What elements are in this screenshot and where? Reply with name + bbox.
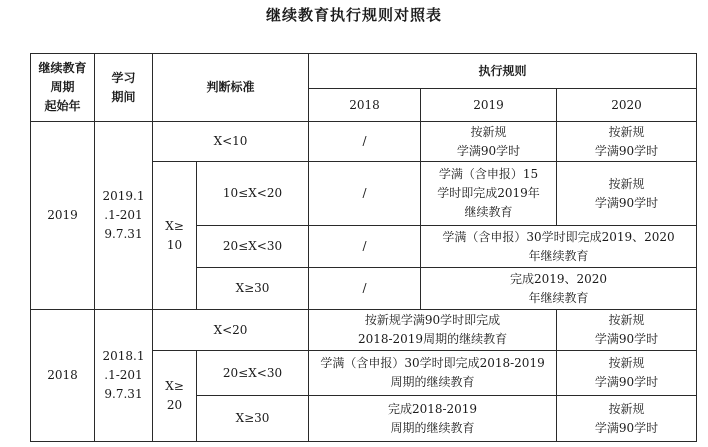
rule-2020-cell: 按新规 学满90学时 — [557, 396, 697, 442]
header-criteria: 判断标准 — [153, 54, 309, 122]
rule-2018-cell: / — [309, 226, 421, 268]
criteria-group-cell: X≥ 10 — [153, 162, 197, 310]
cycle-year-cell: 2018 — [31, 310, 95, 442]
criteria-cell: X<20 — [153, 310, 309, 351]
rule-2018-cell: / — [309, 122, 421, 162]
criteria-range-cell: 10≤X<20 — [197, 162, 309, 226]
header-period: 学习 期间 — [95, 54, 153, 122]
rule-2018-cell: / — [309, 268, 421, 310]
period-cell: 2018.1 .1-201 9.7.31 — [95, 310, 153, 442]
rule-2019-cell: 学满（含申报）15 学时即完成2019年 继续教育 — [421, 162, 557, 226]
rule-2020-cell: 按新规 学满90学时 — [557, 122, 697, 162]
period-cell: 2019.1 .1-201 9.7.31 — [95, 122, 153, 310]
header-cycle-start: 继续教育 周期 起始年 — [31, 54, 95, 122]
rule-2018-2019-cell: 按新规学满90学时即完成 2018-2019周期的继续教育 — [309, 310, 557, 351]
header-rules: 执行规则 — [309, 54, 697, 89]
rule-2020-cell: 按新规 学满90学时 — [557, 162, 697, 226]
criteria-cell: X<10 — [153, 122, 309, 162]
table-row — [31, 310, 697, 351]
header-year-2019: 2019 — [421, 89, 557, 122]
rules-table — [30, 53, 697, 442]
rule-2020-cell: 按新规 学满90学时 — [557, 310, 697, 351]
criteria-range-cell: X≥30 — [197, 268, 309, 310]
criteria-group-cell: X≥ 20 — [153, 351, 197, 442]
header-row — [31, 54, 697, 89]
header-year-2018: 2018 — [309, 89, 421, 122]
criteria-range-cell: X≥30 — [197, 396, 309, 442]
header-year-2020: 2020 — [557, 89, 697, 122]
rule-2019-2020-cell: 完成2019、2020 年继续教育 — [421, 268, 697, 310]
rule-2018-2019-cell: 完成2018-2019 周期的继续教育 — [309, 396, 557, 442]
rule-2019-2020-cell: 学满（含申报）30学时即完成2019、2020 年继续教育 — [421, 226, 697, 268]
page-title: 继续教育执行规则对照表 — [265, 6, 442, 24]
criteria-range-cell: 20≤X<30 — [197, 351, 309, 396]
rule-2019-cell: 按新规 学满90学时 — [421, 122, 557, 162]
rule-2020-cell: 按新规 学满90学时 — [557, 351, 697, 396]
rule-2018-2019-cell: 学满（含申报）30学时即完成2018-2019 周期的继续教育 — [309, 351, 557, 396]
table-row — [31, 122, 697, 162]
rule-2018-cell: / — [309, 162, 421, 226]
criteria-range-cell: 20≤X<30 — [197, 226, 309, 268]
cycle-year-cell: 2019 — [31, 122, 95, 310]
